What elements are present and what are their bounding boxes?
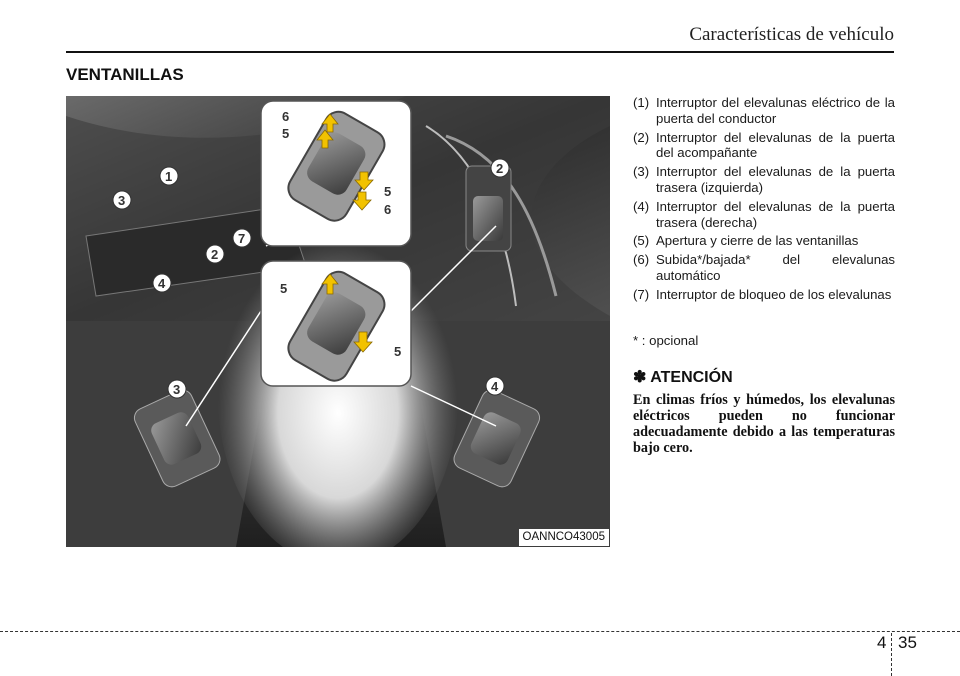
figure-code: OANNCO43005 [519, 529, 609, 546]
chapter-number: 4 [877, 633, 887, 652]
caution-text: En climas fríos y húmedos, los elevalunas eléctricos pueden no funcionar adecuadamente debido a las temperaturas bajo cero. [633, 392, 895, 456]
illustration-svg [66, 96, 610, 547]
list-item-number: (3) [633, 164, 650, 180]
callout-7: 7 [238, 231, 246, 246]
list-item-number: (5) [633, 233, 650, 249]
list-item [633, 95, 895, 127]
callout-4-rear: 4 [491, 379, 499, 394]
callout-1: 1 [165, 169, 173, 184]
callout-2-front: 2 [496, 161, 504, 176]
callout-2-panel: 2 [211, 247, 219, 262]
caution-title: ✽ ATENCIÓN [633, 369, 733, 386]
header-rule [66, 51, 894, 53]
list-item-number: (1) [633, 95, 650, 110]
callout-3-panel: 3 [118, 193, 126, 208]
optional-note: * : opcional [633, 333, 699, 348]
list-item-text: Subida*/bajada* del elevalunas automático [656, 252, 895, 283]
list-item-text: Apertura y cierre de las ventanillas [656, 233, 859, 249]
callout-6-down: 6 [384, 202, 392, 217]
list-item-number: (7) [633, 286, 650, 302]
list-item [633, 252, 895, 284]
page-number: 35 [898, 633, 917, 652]
list-item-text: Interruptor del elevalunas de la puerta trasera (izquierda) [656, 164, 895, 195]
list-item-number: (2) [633, 129, 650, 145]
list-item [633, 287, 895, 303]
page-separator [891, 633, 892, 676]
callout-4-panel: 4 [158, 276, 166, 291]
list-item [633, 164, 895, 196]
list-item-number: (6) [633, 252, 650, 268]
callout-5-up: 5 [282, 126, 290, 141]
list-item-number: (4) [633, 198, 650, 214]
list-item [633, 199, 895, 231]
footer-rule [0, 631, 960, 632]
list-item-text: Interruptor del elevalunas de la puerta trasera (derecha) [656, 198, 895, 230]
list-item-text: Interruptor del elevalunas de la puerta del acompañante [656, 129, 895, 161]
callout-3-rear: 3 [173, 382, 181, 397]
callout-5-close: 5 [394, 344, 402, 359]
callout-6-up: 6 [282, 109, 290, 124]
window-switches-illustration [66, 96, 610, 547]
list-item [633, 233, 895, 249]
list-item-text: Interruptor del elevalunas eléctrico de la puerta del conductor [656, 95, 895, 126]
list-item-text: Interruptor de bloqueo de los elevalunas [656, 286, 892, 302]
callout-5-open: 5 [280, 281, 288, 296]
list-item [633, 130, 895, 162]
chapter-header-title: Características de vehículo [689, 24, 894, 45]
component-list [633, 95, 895, 306]
callout-5-down: 5 [384, 184, 392, 199]
section-title: VENTANILLAS [66, 65, 184, 84]
